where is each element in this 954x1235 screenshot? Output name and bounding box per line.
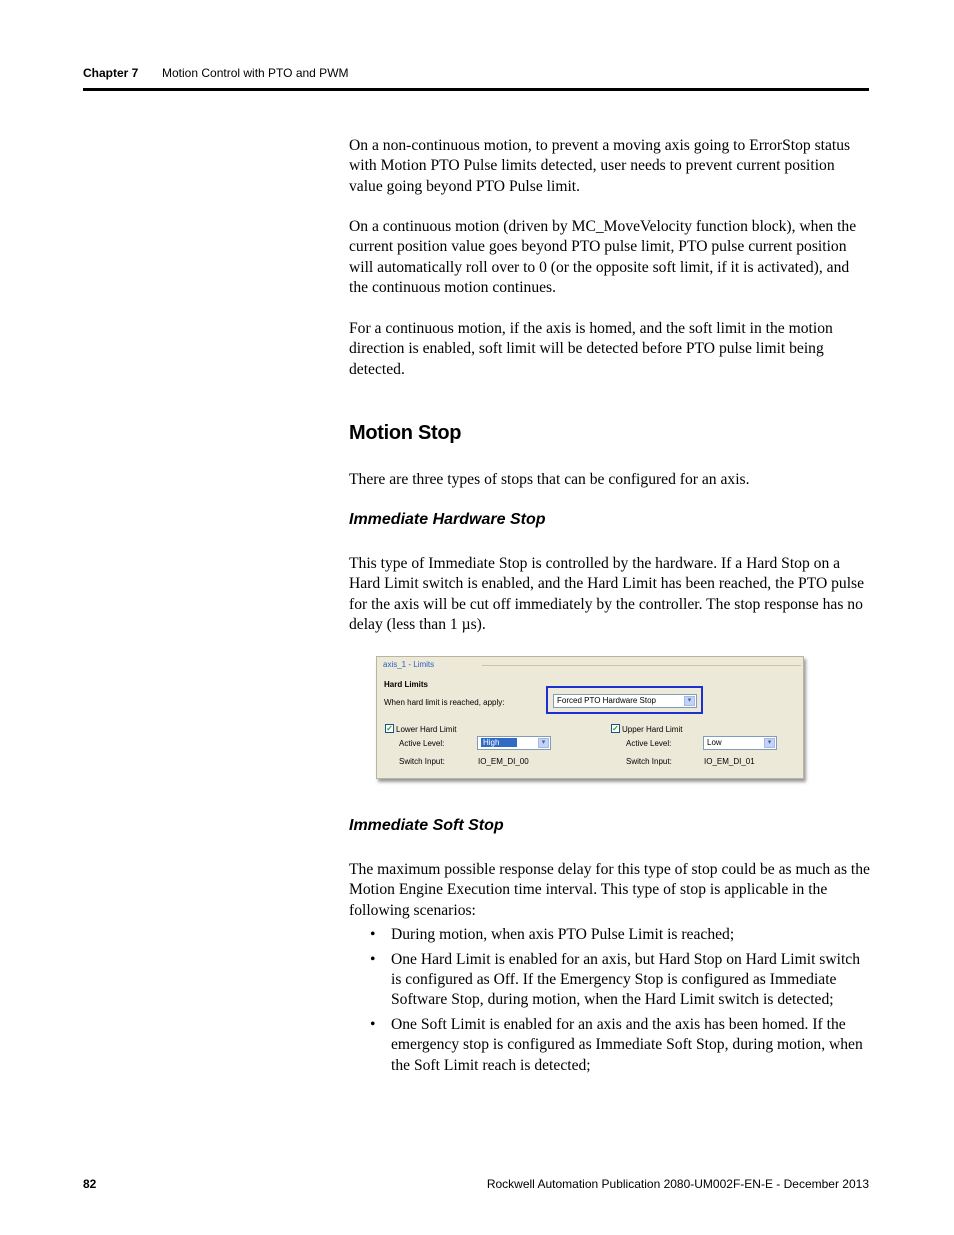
upper-switch-input-label: Switch Input: bbox=[626, 757, 672, 766]
paragraph-continuous: On a continuous motion (driven by MC_MoveVelocity function block), when the current position value goes beyond PTO pulse limit, PTO pulse current position will automatically roll over to 0 (or the opposite soft limit, if it is activated), and the continuous motion continues. bbox=[349, 218, 857, 296]
list-item bbox=[349, 950, 871, 1011]
lower-hard-limit-checkbox[interactable]: ✓ bbox=[386, 724, 393, 733]
list-item-text: During motion, when axis PTO Pulse Limit is reached; bbox=[391, 926, 735, 943]
subheading-immediate-soft-stop: Immediate Soft Stop bbox=[349, 817, 504, 834]
running-header bbox=[83, 66, 349, 80]
apply-label: When hard limit is reached, apply: bbox=[384, 698, 505, 707]
lower-active-level-value: High bbox=[481, 738, 517, 747]
upper-hard-limit-checkbox[interactable]: ✓ bbox=[612, 724, 619, 733]
bullet-icon: • bbox=[370, 926, 376, 943]
apply-dropdown-value: Forced PTO Hardware Stop bbox=[557, 696, 657, 705]
upper-active-level-dropdown[interactable] bbox=[703, 736, 777, 750]
page-number: 82 bbox=[83, 1177, 97, 1191]
subheading-immediate-hardware-stop: Immediate Hardware Stop bbox=[349, 511, 546, 528]
lower-hard-limit-label: Lower Hard Limit bbox=[396, 725, 457, 734]
hard-limits-heading: Hard Limits bbox=[384, 680, 429, 689]
chevron-down-icon: ▾ bbox=[538, 738, 549, 748]
paragraph-hardware-stop: This type of Immediate Stop is controlled by the hardware. If a Hard Stop on a Hard Limit switch is enabled, and the Hard Limit has been reached, the PTO pulse for the axis will be cut off immediately by the controller. The stop response has no delay (less than 1 µs). bbox=[349, 555, 865, 633]
header-rule bbox=[83, 88, 869, 91]
list-item-text: One Hard Limit is enabled for an axis, but Hard Stop on Hard Limit switch is configured as Off. If the Emergency Stop is configured as Immediate Software Stop, during motion, when the Hard Limit switch is detected; bbox=[391, 950, 861, 1009]
chapter-label: Chapter 7 bbox=[83, 66, 139, 80]
apply-dropdown[interactable] bbox=[553, 694, 697, 708]
upper-active-level-value: Low bbox=[707, 738, 722, 747]
lower-switch-input-value: IO_EM_DI_00 bbox=[478, 757, 529, 766]
limits-config-screenshot bbox=[376, 656, 804, 779]
bullet-icon: • bbox=[370, 1016, 376, 1034]
chevron-down-icon: ▾ bbox=[764, 738, 775, 748]
panel-title: axis_1 - Limits bbox=[383, 660, 435, 669]
panel-title-rule bbox=[482, 665, 801, 666]
section-heading-motion-stop: Motion Stop bbox=[349, 422, 462, 444]
paragraph-stop-types: There are three types of stops that can be configured for an axis. bbox=[349, 471, 750, 488]
paragraph-non-continuous: On a non-continuous motion, to prevent a moving axis going to ErrorStop status with Motion PTO Pulse limits detected, user needs to prevent current position value going beyond PTO Pulse limit. bbox=[349, 137, 851, 195]
chapter-title: Motion Control with PTO and PWM bbox=[162, 66, 349, 80]
bullet-icon: • bbox=[370, 950, 376, 968]
upper-switch-input-value: IO_EM_DI_01 bbox=[704, 757, 755, 766]
chevron-down-icon: ▾ bbox=[684, 696, 695, 706]
upper-active-level-label: Active Level: bbox=[626, 739, 672, 748]
lower-active-level-dropdown[interactable] bbox=[477, 736, 551, 750]
paragraph-soft-stop: The maximum possible response delay for this type of stop could be as much as the Motion Engine Execution time interval. This type of stop is applicable in the following scenarios: bbox=[349, 861, 870, 919]
list-item bbox=[349, 1015, 871, 1076]
paragraph-homed: For a continuous motion, if the axis is homed, and the soft limit in the motion direction is enabled, soft limit will be detected before PTO pulse limit being detected. bbox=[349, 320, 833, 378]
publication-info: Rockwell Automation Publication 2080-UM002F-EN-E - December 2013 bbox=[486, 1177, 869, 1191]
upper-hard-limit-label: Upper Hard Limit bbox=[622, 725, 683, 734]
scenario-list bbox=[349, 925, 871, 1081]
list-item bbox=[349, 925, 871, 945]
lower-active-level-label: Active Level: bbox=[399, 739, 445, 748]
list-item-text: One Soft Limit is enabled for an axis and the axis has been homed. If the emergency stop is configured as Immediate Soft Stop, during motion, when the Soft Limit reach is detected; bbox=[391, 1016, 863, 1074]
lower-switch-input-label: Switch Input: bbox=[399, 757, 445, 766]
